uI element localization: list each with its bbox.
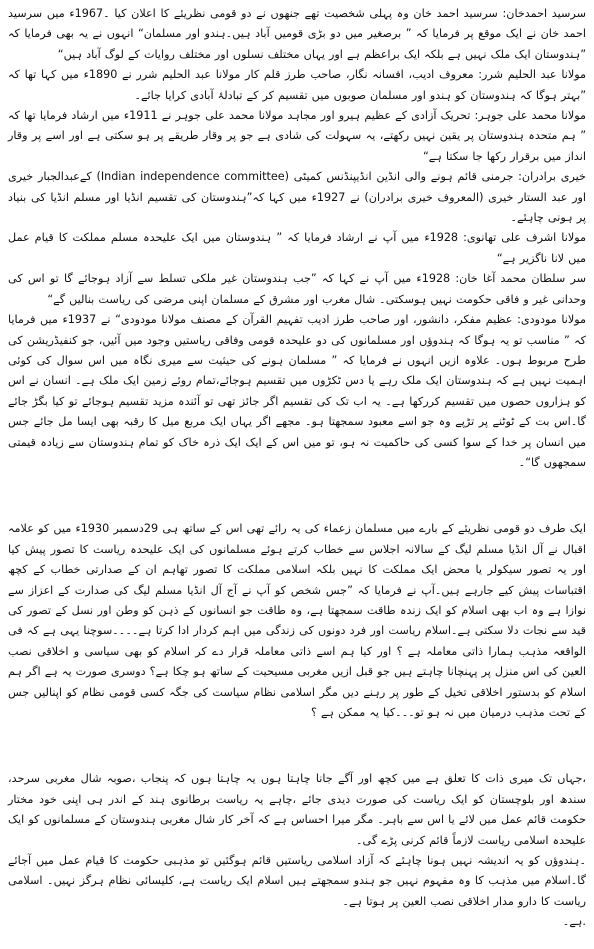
paragraph-iqbal-personal: ،جہاں تک میری ذات کا تعلق ہے میں کچھ اور آگے جانا چاہتا ہوں یہ چاہتا ہوں کہ پنجاب ،صوبہ شال مغربی سرحد، سندھ اور بلوچستان کو ایک ریاست کی صورت دیدی جائے ،چاہے یہ ریاست برطانوی ہند کے اندر ہی اپنی خود مختار حکومت قائم عمل میں لائے یا اس سے باہر۔ مگر میرا احساس ہے کہ آخر کار شال مغربی ہندوستان کے مسلمانوں کو ایک علیحدہ اسلامی ریاست لازماً قائم کرنی پڑے گی۔ [8, 772, 586, 847]
closing-text: .ہے۔ [562, 915, 586, 929]
section-spacer-2 [8, 723, 586, 769]
section-iqbal-personal [8, 769, 586, 851]
section-sir-syed [8, 4, 586, 65]
paragraph-aga-khan: سر سلطان محمد آغا خان: 1928ء میں آپ نے کہا کہ ”جب ہندوستان غیر ملکی تسلط سے آزاد ہوجائے گا تو اس کی وحدانی غیر و فاقی حکومت نہیں ہوسکتی۔ شال مغرب اور مشرق کے مسلمان اپنی مرضی کی ریاست بنالیں گے“ [8, 272, 586, 306]
section-aga-khan [8, 269, 586, 310]
paragraph-abdul-halim-sharar: مولانا عبد الحلیم شرر: معروف ادیب، افسانہ نگار، صاحب طرز قلم کار مولانا عبد الحلیم شرر نے 1890ء میں کہا تھا کہ ”بہتر ہوگا کہ ہندوستان کو ہندو اور مسلمان صوبوں میں تقسیم کر کے تبادلۂ آبادی کرایا جائے۔ [8, 68, 586, 102]
paragraph-maududi: مولانا مودودی: عظیم مفکر، دانشور، اور صاحب طرز ادیب تفہیم القرآن کے مصنف مولانا مودودی“ نے 1937ء میں فرمایا کہ ” مناسب تو یہ ہوگا کہ ہندوؤں اور مسلمانوں کی دو علیحدہ قومی وفاقی ریاستیں وجود میں آئیں، جو کنفیڈریشن کی طرح مربوط ہوں۔ علاوہ ازیں انہوں نے فرمایا کہ ” مسلمان ہونے کی حیثیت سے میری نگاہ میں اس سوال کی کوئی اہمیت نہیں ہے کہ ہندوستان ایک ملک رہے یا دس ٹکڑوں میں تقسیم ہوجائے،تمام روئے زمین ایک ملک ہے۔ انسان نے اس کو ہزاروں حصوں میں تقسیم کررکھا ہے۔ یہ اب تک کی تقسیم اگر جائز تھی تو آئندہ مزید تقسیم ہوجائے تو کیا بگڑ جائے گا۔اس بت کے ٹوٹنے پر تڑپے وہ جو اسے معبود سمجھتا ہو۔ مجھے اگر یہاں ایک مربع میل کا رقبہ بھی ایسا مل جائے جس میں انسان پر خدا کے سوا کسی کی حاکمیت نہ ہو، تو میں اس کے ایک ایک ذرہ خاک کو تمام ہندوستان سے زیادہ قیمتی سمجھوں گا“۔ [8, 313, 586, 469]
section-iqbal-address [8, 519, 586, 723]
paragraph-khairi-brothers: خیری برادران: جرمنی قائم ہونے والی انڈین انڈیپنڈنس کمیٹی (Indian independence committee) کےعبدالجبار خیری اور عبد الستار خیری (المعروف خیری برادران) نے 1927ء میں کہا کہ”ہندوستان کی تقسیم انڈیا اور مسلم انڈیا کی بنیاد پر ہونی چاہئے۔ [8, 170, 587, 225]
section-muhammad-ali-jauhar [8, 106, 586, 167]
section-abdul-halim-sharar [8, 65, 586, 106]
section-iqbal-hindus [8, 851, 586, 912]
section-spacer [8, 473, 586, 519]
paragraph-sir-syed: سرسید احمدخان: سرسید احمد خان وہ پہلی شخصیت تھے جنھوں نے دو قومی نظریئے کا اعلان کیا ۔1967ء میں سرسید احمد خان نے ایک موقع پر فرمایا کہ ” برصغیر میں دو بڑی قومیں آباد ہیں۔ہندو اور مسلمان“ انہوں نے یہ بھی فرمایا کہ ”ہندوستان ایک ملک نہیں ہے بلکہ ایک براعظم ہے اور یہاں مختلف نسلوں اور مختلف روایات کے لوگ آباد ہیں“ [8, 7, 586, 61]
section-khairi-brothers [8, 167, 586, 228]
paragraph-ashraf-ali-thanvi: مولانا اشرف علی تھانوی: 1928ء میں آپ نے ارشاد فرمایا کہ ” ہندوستان میں ایک علیحدہ مسلم مملکت کا قیام عمل میں لانا ناگزیر ہے“ [8, 231, 586, 265]
section-ashraf-ali-thanvi [8, 228, 586, 269]
paragraph-iqbal-address: ایک طرف دو قومی نظریئے کے بارے میں مسلمان زعماء کی یہ رائے تھی اس کے ساتھ ہی 29دسمبر 1930ء میں کو علامہ اقبال نے آل انڈیا مسلم لیگ کے سالانہ اجلاس سے خطاب کرتے ہوئے مسلمانوں کی ایک علیحدہ ریاست کا تصور پیش کیا اور یہ تصور سیکولر یا محض ایک مملکت کا نہیں بلکہ اسلامی مملکت کا تصور تھاہم ان کے صدارتی خطاب کے کچھ اقتباسات پیش کیے جارہے ہیں۔آپ نے فرمایا کہ ”جس شخص کو آپ نے آج آل انڈیا مسلم لیگ کی صدارت کے اعزاز سے نوازا ہے وہ اب بھی اسلام کو ایک زندہ طاقت سمجھتا ہے، وہ طاقت جو انسانوں کے ذہن کو وطن اور نسل کے تصور کی قید سے نجات دلا سکتی ہے۔اسلام ریاست اور فرد دونوں کی زندگی میں اہم کردار ادا کرتا ہے۔۔۔۔سوچنا یہی ہے کہ فی الواقعہ مذہب ہمارا ذاتی معاملہ ہے ؟ اور کیا ہم اسے ذاتی معاملہ قرار دے کر اسلام کو بھی سیاسی و اخلاقی نصب العین کی اس منزل پر پہنچانا چاہتے ہیں جو قبل ازیں مغربی مسیحیت کے ساتھ ہو چکا ہے؟ دوسری صورت یہ ہے اگر ہم اسلام کو بدستور اخلاقی تخیل کے طور پر رہنے دیں مگر اسلامی نظام سیاست کی جگہ کسی قومی نظام کو اپنالیں جس کے تحت مذہب درمیان میں نہ ہو تو۔۔۔کیا یہ ممکن ہے ؟ [8, 522, 586, 719]
paragraph-iqbal-hindus: ۔ہندوؤں کو یہ اندیشہ نہیں ہونا چاہئے کہ آزاد اسلامی ریاستیں قائم ہوگئیں تو مذہبی حکومت کا قیام عمل میں آجائے گا۔اسلام میں مذہب کا وہ مفہوم نہیں جو ہندو سمجھتے ہیں اسلام ایک ریاست ہے، کلیسائی نظام ہرگز نہیں۔ اسلامی ریاست کا دارو مدار اخلاقی نصب العین پر ہوتا ہے۔ [8, 854, 586, 908]
paragraph-muhammad-ali-jauhar: مولانا محمد علی جوہر: تحریک آزادی کے عظیم ہیرو اور مجاہد مولانا محمد علی جوہر نے 1911ء میں ارشاد فرمایا تھا کہ ” ہم متحدہ ہندوستان پر یقین نہیں رکھتے، یہ سہولت کی شادی ہے جو پر وقار طریقے پر ہو سکتی ہے اور اسے پر وقار انداز میں برقرار رکھا جا سکتا ہے“ [8, 109, 586, 163]
section-maududi [8, 310, 586, 473]
closing-line [8, 912, 586, 932]
